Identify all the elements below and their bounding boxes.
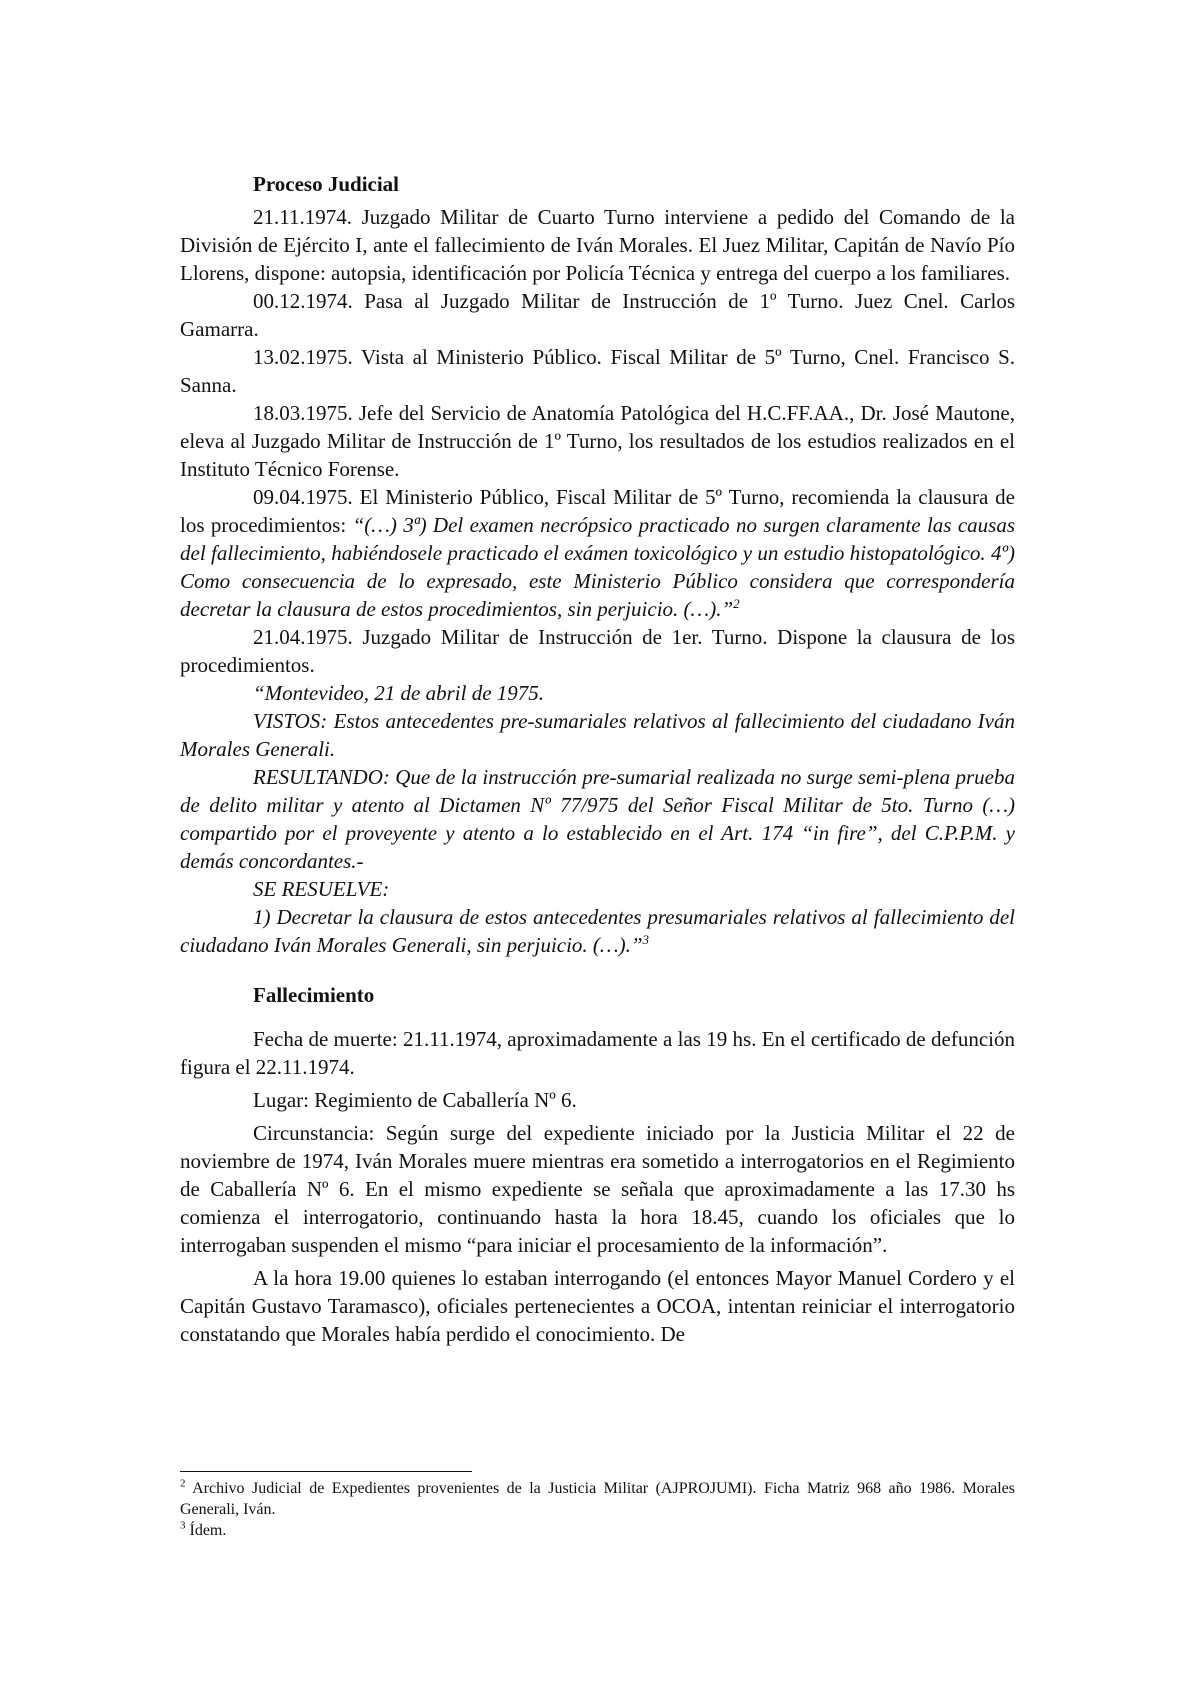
paragraph-00-12-1974: 00.12.1974. Pasa al Juzgado Militar de Instrucción de 1º Turno. Juez Cnel. Carlos Gamarra. (180, 289, 1015, 341)
quote-resultando: RESULTANDO: Que de la instrucción pre-sumarial realizada no surge semi-plena prueba de delito militar y atento al Dictamen Nº 77/975 del Señor Fiscal Militar de 5to. Turno (…) compartido por el proveyente y atento a lo establecido en el Art. 174 “in fire”, del C.P.P.M. y demás concordantes.- (180, 765, 1015, 873)
quote-se-resuelve: SE RESUELVE: (253, 877, 390, 901)
footnote-number: 3 (180, 1519, 186, 1532)
footnote-text: Ídem. (185, 1522, 227, 1539)
document-body (180, 170, 1015, 1348)
paragraph-text: 09.04.1975. El Ministerio Público, Fiscal Militar de 5º Turno, recomienda la clausura de los procedimientos: (180, 485, 1015, 537)
paragraph-fecha-de-muerte: Fecha de muerte: 21.11.1974, aproximadamente a las 19 hs. En el certificado de defunción figura el 22.11.1974. (180, 1027, 1015, 1079)
quote-decision-text: 1) Decretar la clausura de estos antecedentes presumariales relativos al fallecimiento del ciudadano Iván Morales Generali, sin perjuicio. (…).” (180, 905, 1015, 957)
paragraph-lugar: Lugar: Regimiento de Caballería Nº 6. (253, 1088, 577, 1112)
quote-vistos: VISTOS: Estos antecedentes pre-sumariales relativos al fallecimiento del ciudadano Iván Morales Generali. (180, 709, 1015, 761)
footnote-number: 2 (180, 1477, 186, 1490)
paragraph-hora-19: A la hora 19.00 quienes lo estaban interrogando (el entonces Mayor Manuel Cordero y el Capitán Gustavo Taramasco), oficiales pertenecientes a OCOA, intentan reiniciar el interrogatorio constatando que Morales había perdido el conocimiento. De (180, 1266, 1015, 1346)
footnote-3 (180, 1520, 1015, 1541)
paragraph-13-02-1975: 13.02.1975. Vista al Ministerio Público. Fiscal Militar de 5º Turno, Cnel. Francisco S. Sanna. (180, 345, 1015, 397)
quote-decision (180, 903, 1015, 959)
footnote-2 (180, 1478, 1015, 1520)
footnote-ref-2: 2 (733, 596, 740, 611)
footnote-text: Archivo Judicial de Expedientes provenientes de la Justicia Militar (AJPROJUMI). Ficha Matriz 968 año 1986. Morales Generali, Iván. (180, 1480, 1015, 1518)
quoted-recommendation: “(…) 3ª) Del examen necrópsico practicado no surgen claramente las causas del fallecimiento, habiéndosele practicado el exámen toxicológico y un estudio histopatológico. 4º) Como consecuencia de lo expresado, este Ministerio Público considera que correspondería decretar la clausura de estos procedimientos, sin perjuicio. (…).” (180, 513, 1015, 621)
paragraph-09-04-1975 (180, 483, 1015, 623)
quote-date-line: “Montevideo, 21 de abril de 1975. (253, 681, 545, 705)
footnote-ref-3: 3 (642, 932, 650, 947)
section-heading-proceso-judicial: Proceso Judicial (253, 172, 400, 196)
paragraph-21-04-1975: 21.04.1975. Juzgado Militar de Instrucción de 1er. Turno. Dispone la clausura de los procedimientos. (180, 625, 1015, 677)
section-heading-fallecimiento: Fallecimiento (253, 983, 375, 1007)
paragraph-circunstancia: Circunstancia: Según surge del expediente iniciado por la Justicia Militar el 22 de noviembre de 1974, Iván Morales muere mientras era sometido a interrogatorios en el Regimiento de Caballería Nº 6. En el mismo expediente se señala que aproximadamente a las 17.30 hs comienza el interrogatorio, continuando hasta la hora 18.45, cuando los oficiales que lo interrogaban suspenden el mismo “para iniciar el procesamiento de la información”. (180, 1121, 1015, 1257)
paragraph-18-03-1975: 18.03.1975. Jefe del Servicio de Anatomía Patológica del H.C.FF.AA., Dr. José Mautone, eleva al Juzgado Militar de Instrucción de 1º Turno, los resultados de los estudios realizados en el Instituto Técnico Forense. (180, 401, 1015, 481)
footnote-separator (180, 1471, 472, 1472)
paragraph-21-11-1974: 21.11.1974. Juzgado Militar de Cuarto Turno interviene a pedido del Comando de la División de Ejército I, ante el fallecimiento de Iván Morales. El Juez Militar, Capitán de Navío Pío Llorens, dispone: autopsia, identificación por Policía Técnica y entrega del cuerpo a los familiares. (180, 205, 1015, 285)
footnotes (180, 1478, 1015, 1541)
